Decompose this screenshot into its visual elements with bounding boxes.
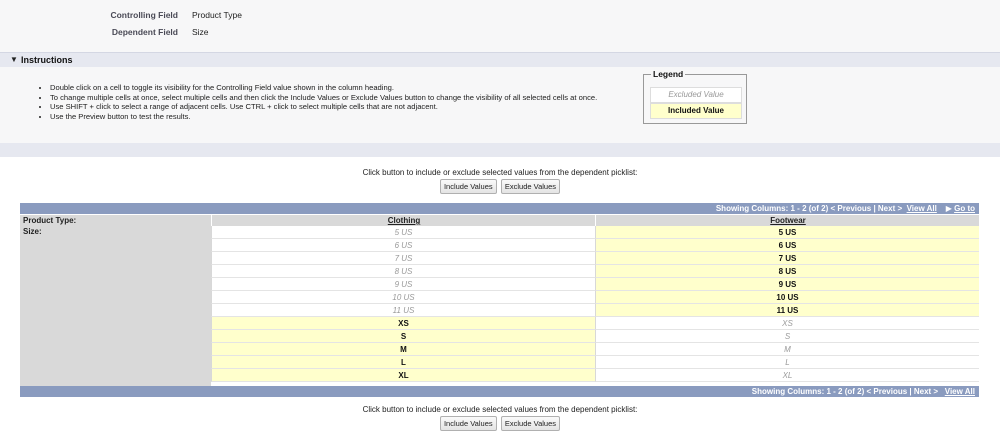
instruction-item: • To change multiple cells at once, select multiple cells and then click the Include Values or Exclude Values button to change the visibility of all selected cells at once.: [50, 93, 650, 103]
matrix-cell-footwear[interactable]: 5 US: [595, 226, 979, 239]
next-link[interactable]: Next >: [913, 387, 939, 396]
previous-link[interactable]: < Previous: [866, 387, 908, 396]
matrix-cell-footwear[interactable]: L: [595, 356, 979, 369]
action-buttons-bottom: [0, 416, 1000, 431]
column-nav-bottom-text: Showing Columns: 1 - 2 (of 2) < Previous | Next > View All: [751, 387, 975, 396]
dependent-values-column: [20, 226, 211, 386]
legend-excluded-swatch: Excluded Value: [650, 87, 742, 103]
matrix-cell-footwear[interactable]: 10 US: [595, 291, 979, 304]
column-header-clothing[interactable]: Clothing: [211, 215, 596, 226]
dependent-field-value: Size: [192, 27, 209, 37]
exclude-values-button[interactable]: Exclude Values: [501, 179, 560, 194]
exclude-values-button[interactable]: Exclude Values: [501, 416, 560, 431]
view-all-link[interactable]: View All: [944, 387, 975, 396]
instructions-section-header[interactable]: [0, 52, 1000, 67]
column-header-footwear[interactable]: Footwear: [595, 215, 980, 226]
matrix-cell-clothing[interactable]: 7 US: [211, 252, 595, 265]
controlling-field-value: Product Type: [192, 10, 242, 20]
matrix-cell-clothing[interactable]: 8 US: [211, 265, 595, 278]
matrix-cell-clothing[interactable]: 5 US: [211, 226, 595, 239]
matrix-cell-footwear[interactable]: XL: [595, 369, 979, 382]
instruction-item: • Use SHIFT + click to select a range of adjacent cells. Use CTRL + click to select multiple cells that are not adjacent.: [50, 102, 650, 112]
column-nav-top: [20, 203, 979, 214]
include-values-button[interactable]: Include Values: [440, 416, 497, 431]
collapse-triangle-icon[interactable]: ▼: [10, 55, 18, 64]
instructions-title: Instructions: [21, 55, 73, 65]
controlling-header-label: Product Type:: [23, 216, 77, 225]
matrix-cell-clothing[interactable]: M: [211, 343, 595, 356]
matrix-cell-footwear[interactable]: 7 US: [595, 252, 979, 265]
next-link[interactable]: Next >: [877, 204, 903, 213]
matrix-cell-footwear[interactable]: 8 US: [595, 265, 979, 278]
view-all-link[interactable]: View All: [906, 204, 937, 213]
include-values-button[interactable]: Include Values: [440, 179, 497, 194]
action-buttons-top: [0, 179, 1000, 194]
matrix-cell-footwear[interactable]: 9 US: [595, 278, 979, 291]
matrix-cell-clothing[interactable]: 10 US: [211, 291, 595, 304]
matrix-cell-clothing[interactable]: S: [211, 330, 595, 343]
instructions-list: [38, 83, 650, 122]
action-hint-top: Click button to include or exclude selected values from the dependent picklist:: [362, 168, 638, 177]
matrix-cell-clothing[interactable]: XS: [211, 317, 595, 330]
matrix-cell-footwear[interactable]: XS: [595, 317, 979, 330]
matrix-cell-clothing[interactable]: XL: [211, 369, 595, 382]
column-nav-bottom: [20, 386, 979, 397]
column-nav-top-text: Showing Columns: 1 - 2 (of 2) < Previous | Next > View All ▶ Go to: [715, 204, 975, 213]
instruction-item: • Double click on a cell to toggle its visibility for the Controlling Field value shown in the column heading.: [50, 83, 650, 93]
instruction-item: • Use the Preview button to test the results.: [50, 112, 650, 122]
matrix-cell-footwear[interactable]: 6 US: [595, 239, 979, 252]
legend-title: Legend: [653, 69, 684, 79]
matrix-cell-clothing[interactable]: 6 US: [211, 239, 595, 252]
showing-columns-label: Showing Columns: 1 - 2 (of 2): [715, 204, 829, 213]
action-hint-bottom: Click button to include or exclude selected values from the dependent picklist:: [362, 405, 638, 414]
legend-box: [643, 69, 747, 124]
go-to-arrow-icon[interactable]: ▶: [945, 204, 952, 213]
matrix-cell-clothing[interactable]: 9 US: [211, 278, 595, 291]
dependent-field-row: [0, 27, 400, 39]
matrix-cell-clothing[interactable]: L: [211, 356, 595, 369]
controlling-field-row: [0, 10, 400, 22]
dependent-header-label: Size:: [23, 227, 42, 236]
field-info-panel: [0, 0, 1000, 52]
matrix-cell-clothing[interactable]: 11 US: [211, 304, 595, 317]
go-to-link[interactable]: Go to: [954, 204, 975, 213]
matrix-cell-footwear[interactable]: 11 US: [595, 304, 979, 317]
showing-columns-label: Showing Columns: 1 - 2 (of 2): [751, 387, 865, 396]
section-divider: [0, 143, 1000, 157]
matrix-cell-footwear[interactable]: M: [595, 343, 979, 356]
controlling-field-label: Controlling Field: [110, 10, 178, 20]
previous-link[interactable]: < Previous: [830, 204, 872, 213]
matrix-cell-footwear[interactable]: S: [595, 330, 979, 343]
instructions-body: [0, 67, 1000, 143]
dependent-field-label: Dependent Field: [111, 27, 178, 37]
legend-included-swatch: Included Value: [650, 103, 742, 119]
